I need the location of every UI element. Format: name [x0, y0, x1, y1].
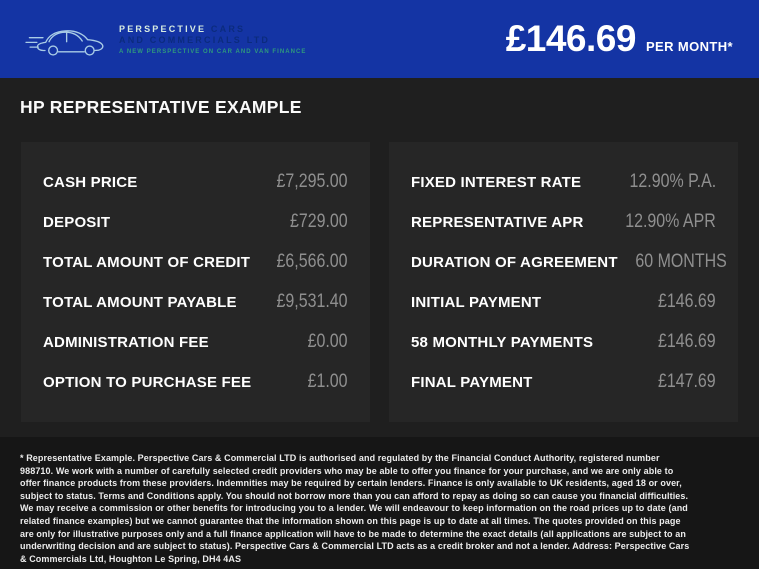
finance-row-duration: [411, 242, 727, 282]
row-label: ADMINISTRATION FEE: [43, 333, 209, 351]
disclaimer-text: * Representative Example. Perspective Cars & Commercial LTD is authorised and regulated by the Financial Conduct Authority, registered number 988710. We work with a number of carefully selected credit providers who may be able to offer you finance for your purchase, and we are only able to offer finance products from these providers. Indemnities may be required by certain lenders. Finance is only available to UK residents, aged 18 or over, subject to status. Terms and Conditions apply. You should not borrow more than you can afford to repay as doing so can cause you financial difficulties. We may receive a commission or other benefits for introducing you to a lender. We will endeavour to keep information on the road prices up to date (and related finance examples) but we cannot guarantee that the information shown on this page is up to date at all times. The quotes provided on this page are only for illustrative purposes only and a full finance application will have to be made to determine the exact details (all applications are subject to an underwriting decision and are subject to status). Perspective Cars & Commercial LTD acts as a credit broker and not a lender. Address: Perspective Cars & Commercials Ltd, Houghton Le Spring, DH4 4AS: [20, 453, 690, 564]
row-label: FINAL PAYMENT: [411, 373, 533, 391]
row-label: FIXED INTEREST RATE: [411, 173, 582, 191]
dealer-name-line1: [119, 24, 306, 35]
finance-row-initial-payment: [411, 282, 716, 322]
header-bar: [0, 0, 759, 78]
row-label: CASH PRICE: [43, 173, 138, 191]
dealer-logo-text: [119, 24, 306, 55]
row-value: £146.69: [658, 331, 716, 352]
finance-row-option-to-purchase-fee: [43, 362, 348, 402]
row-label: TOTAL AMOUNT PAYABLE: [43, 293, 237, 311]
finance-row-admin-fee: [43, 322, 348, 362]
dealer-tagline: A NEW PERSPECTIVE ON CAR AND VAN FINANCE: [119, 48, 307, 55]
finance-row-fixed-interest-rate: [411, 162, 716, 202]
car-outline-icon: [24, 18, 112, 60]
monthly-price-suffix: PER MONTH*: [645, 39, 733, 54]
finance-row-monthly-payments: [411, 322, 716, 362]
dealer-name-secondary: CARS: [210, 23, 246, 34]
row-value: £9,531.40: [276, 291, 348, 312]
row-value: £7,295.00: [276, 171, 348, 192]
monthly-price: [506, 18, 733, 60]
row-value: 12.90% APR: [625, 211, 716, 232]
finance-row-deposit: [43, 202, 348, 242]
row-value: 12.90% P.A.: [629, 171, 716, 192]
row-label: DEPOSIT: [43, 213, 111, 231]
finance-row-total-payable: [43, 282, 348, 322]
finance-example-section: [0, 78, 759, 437]
row-value: £147.69: [658, 371, 716, 392]
dealer-logo[interactable]: [24, 18, 306, 60]
finance-panels: [21, 142, 738, 422]
finance-panel-left: [21, 142, 370, 422]
page-title: HP REPRESENTATIVE EXAMPLE: [20, 97, 302, 117]
row-value: £6,566.00: [276, 251, 348, 272]
monthly-price-amount: £146.69: [505, 18, 636, 59]
row-value: £729.00: [290, 211, 348, 232]
finance-row-representative-apr: [411, 202, 716, 242]
row-label: 58 MONTHLY PAYMENTS: [411, 333, 594, 351]
finance-row-final-payment: [411, 362, 716, 402]
row-label: TOTAL AMOUNT OF CREDIT: [43, 253, 251, 271]
row-value: 60 MONTHS: [635, 251, 727, 272]
row-label: INITIAL PAYMENT: [411, 293, 542, 311]
row-value: £146.69: [658, 291, 716, 312]
dealer-name-line2: AND COMMERCIALS LTD: [119, 34, 271, 45]
row-value: £0.00: [308, 331, 348, 352]
finance-panel-right: [389, 142, 738, 422]
row-value: £1.00: [308, 371, 348, 392]
row-label: DURATION OF AGREEMENT: [411, 253, 618, 271]
row-label: REPRESENTATIVE APR: [411, 213, 584, 231]
footer-disclaimer-section: [0, 437, 759, 569]
finance-row-cash-price: [43, 162, 348, 202]
row-label: OPTION TO PURCHASE FEE: [43, 373, 252, 391]
finance-row-total-credit: [43, 242, 348, 282]
dealer-name-primary: PERSPECTIVE: [119, 23, 207, 34]
